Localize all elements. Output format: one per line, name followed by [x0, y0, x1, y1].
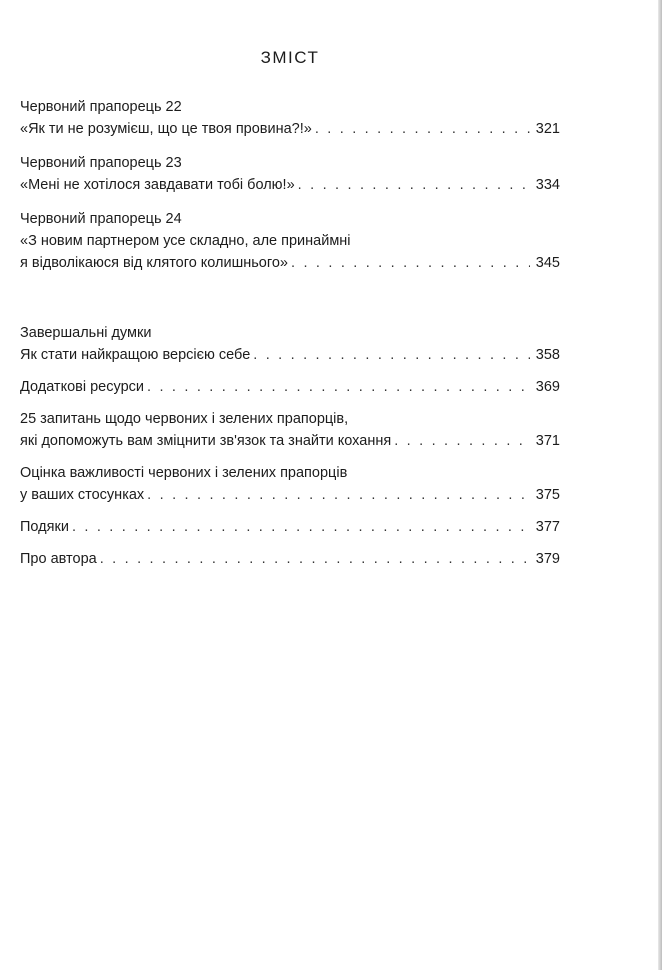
- page-number: 321: [535, 121, 560, 137]
- toc-entry-last-line: [20, 174, 560, 196]
- dot-leader: [144, 376, 530, 398]
- dot-leader: [144, 484, 530, 506]
- page-number: 379: [535, 551, 560, 567]
- toc-entry: [20, 208, 560, 274]
- toc-entry: [20, 322, 560, 366]
- page-number: 369: [535, 379, 560, 395]
- page-number: 375: [535, 487, 560, 503]
- toc-entry-text: Додаткові ресурси: [20, 379, 144, 395]
- toc-entry: [20, 408, 560, 452]
- toc-entry-text: які допоможуть вам зміцнити зв'язок та знайти кохання: [20, 433, 392, 449]
- dot-leader: [288, 252, 530, 274]
- table-of-contents: [20, 96, 560, 570]
- toc-entry-text: у ваших стосунках: [20, 487, 145, 503]
- page-number: 358: [535, 347, 560, 363]
- toc-entry: [20, 462, 560, 506]
- toc-entry-last-line: [20, 252, 560, 274]
- toc-entry-text: Подяки: [20, 519, 69, 535]
- toc-entry-text: «Мені не хотілося завдавати тобі болю!»: [20, 177, 295, 193]
- dot-leader: [312, 118, 530, 140]
- page-title: ЗМІСТ: [260, 48, 320, 67]
- toc-entry-line: Червоний прапорець 23: [20, 155, 182, 171]
- toc-entry-text: «Як ти не розумієш, що це твоя провина?!»: [20, 121, 312, 137]
- toc-entry: [20, 548, 560, 570]
- page-edge: [658, 0, 662, 970]
- dot-leader: [69, 516, 530, 538]
- toc-entry-last-line: [20, 484, 560, 506]
- toc-entry-last-line: [20, 344, 560, 366]
- toc-entry-line: Червоний прапорець 22: [20, 99, 182, 115]
- toc-entry-text: я відволікаюся від клятого колишнього»: [20, 255, 288, 271]
- page-number: 371: [535, 433, 560, 449]
- toc-entry: [20, 152, 560, 196]
- toc-entry-line: Оцінка важливості червоних і зелених прапорців: [20, 465, 348, 481]
- toc-entry-line: «З новим партнером усе складно, але принаймні: [20, 233, 351, 249]
- toc-entry-line: Червоний прапорець 24: [20, 211, 182, 227]
- toc-entry-last-line: [20, 376, 560, 398]
- toc-entry-last-line: [20, 548, 560, 570]
- toc-entry-last-line: [20, 430, 560, 452]
- toc-entry-line: 25 запитань щодо червоних і зелених прапорців,: [20, 411, 349, 427]
- toc-entry-line: Завершальні думки: [20, 325, 152, 341]
- toc-entry-last-line: [20, 118, 560, 140]
- dot-leader: [250, 344, 530, 366]
- toc-entry-text: Як стати найкращою версією себе: [20, 347, 251, 363]
- page-number: 334: [535, 177, 560, 193]
- toc-entry-text: Про автора: [20, 551, 97, 567]
- toc-entry: [20, 96, 560, 140]
- toc-entry: [20, 516, 560, 538]
- dot-leader: [391, 430, 530, 452]
- dot-leader: [295, 174, 530, 196]
- toc-entry-last-line: [20, 516, 560, 538]
- page-number: 345: [535, 255, 560, 271]
- page-number: 377: [535, 519, 560, 535]
- toc-entry: [20, 376, 560, 398]
- dot-leader: [97, 548, 530, 570]
